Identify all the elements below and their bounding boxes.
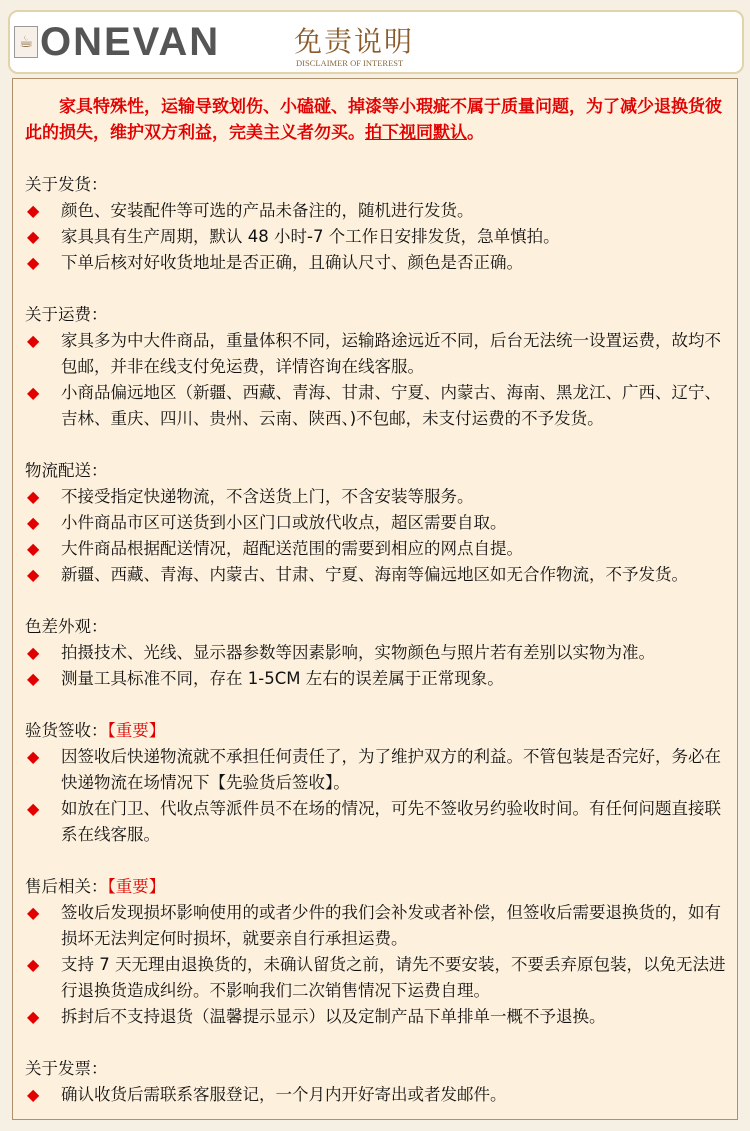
red-diamond-bullet-icon: ◆ <box>27 565 40 584</box>
intro-warning <box>25 94 733 146</box>
list-item <box>25 536 733 562</box>
list-item-text: 家具多为中大件商品，重量体积不同，运输路途远近不同，后台无法统一设置运费，故均不包邮，并非在线支付免运费，详情咨询在线客服。 <box>61 331 721 376</box>
list-item-text: 下单后核对好收货地址是否正确，且确认尺寸、颜色是否正确。 <box>61 253 523 272</box>
section-title-text: 色差外观： <box>25 617 108 636</box>
section-title-text: 售后相关： <box>25 877 108 896</box>
section <box>25 302 733 432</box>
important-tag: 【重要】 <box>107 877 166 896</box>
section-title-text: 验货签收： <box>25 721 108 740</box>
list-item-text: 新疆、西藏、青海、内蒙古、甘肃、宁夏、海南等偏远地区如无合作物流，不予发货。 <box>61 565 688 584</box>
list-item-text: 家具具有生产周期，默认 48 小时-7 个工作日安排发货，急单慎拍。 <box>61 227 560 246</box>
list-item <box>25 1082 733 1108</box>
list-item <box>25 744 733 796</box>
page-title: 免责说明 <box>294 25 415 58</box>
section-title <box>25 458 733 484</box>
intro-end: 。 <box>467 123 484 143</box>
intro-text: 家具特殊性，运输导致划伤、小磕碰、掉漆等小瑕疵不属于质量问题，为了减少退换货彼此的损失，维护双方利益，完美主义者勿买。 <box>25 97 722 143</box>
list-item <box>25 484 733 510</box>
red-diamond-bullet-icon: ◆ <box>27 799 40 818</box>
section-title <box>25 302 733 328</box>
list-item-text: 拆封后不支持退货（温馨提示显示）以及定制产品下单排单一概不予退换。 <box>61 1007 606 1026</box>
list-item-text: 颜色、安装配件等可选的产品未备注的，随机进行发货。 <box>61 201 474 220</box>
red-diamond-bullet-icon: ◆ <box>27 747 40 766</box>
section-title <box>25 1056 733 1082</box>
red-diamond-bullet-icon: ◆ <box>27 487 40 506</box>
list-item-text: 拍摄技术、光线、显示器参数等因素影响，实物颜色与照片若有差别以实物为准。 <box>61 643 655 662</box>
section-title-text: 关于运费： <box>25 305 108 324</box>
section-title-text: 关于发货： <box>25 175 108 194</box>
list-item <box>25 224 733 250</box>
section-title <box>25 172 733 198</box>
red-diamond-bullet-icon: ◆ <box>27 1007 40 1026</box>
important-tag: 【重要】 <box>107 721 166 740</box>
red-diamond-bullet-icon: ◆ <box>27 955 40 974</box>
red-diamond-bullet-icon: ◆ <box>27 669 40 688</box>
section-title-text: 物流配送： <box>25 461 108 480</box>
red-diamond-bullet-icon: ◆ <box>27 201 40 220</box>
red-diamond-bullet-icon: ◆ <box>27 643 40 662</box>
section-title <box>25 874 733 900</box>
red-diamond-bullet-icon: ◆ <box>27 539 40 558</box>
list-item-text: 测量工具标准不同，存在 1-5CM 左右的误差属于正常现象。 <box>61 669 504 688</box>
section <box>25 172 733 276</box>
red-diamond-bullet-icon: ◆ <box>27 1085 40 1104</box>
red-diamond-bullet-icon: ◆ <box>27 513 40 532</box>
tea-cup-icon: ☕ <box>14 26 38 58</box>
section <box>25 614 733 692</box>
section-title <box>25 718 733 744</box>
section <box>25 718 733 848</box>
list-item <box>25 510 733 536</box>
list-item <box>25 640 733 666</box>
list-item-text: 签收后发现损坏影响使用的或者少件的我们会补发或者补偿，但签收后需要退换货的，如有损坏无法判定何时损坏，就要亲自行承担运费。 <box>61 903 721 948</box>
list-item-text: 如放在门卫、代收点等派件员不在场的情况，可先不签收另约验收时间。有任何问题直接联系在线客服。 <box>61 799 721 844</box>
red-diamond-bullet-icon: ◆ <box>27 253 40 272</box>
section-title <box>25 614 733 640</box>
list-item <box>25 952 733 1004</box>
list-item <box>25 328 733 380</box>
list-item <box>25 796 733 848</box>
list-item <box>25 562 733 588</box>
red-diamond-bullet-icon: ◆ <box>27 383 40 402</box>
list-item <box>25 250 733 276</box>
header-banner <box>8 10 744 74</box>
list-item <box>25 380 733 432</box>
disclaimer-content <box>25 94 733 1108</box>
page-subtitle: DISCLAIMER OF INTEREST <box>296 58 404 68</box>
list-item <box>25 666 733 692</box>
section <box>25 1056 733 1108</box>
red-diamond-bullet-icon: ◆ <box>27 903 40 922</box>
list-item-text: 小商品偏远地区（新疆、西藏、青海、甘肃、宁夏、内蒙古、海南、黑龙江、广西、辽宁、吉林、重庆、四川、贵州、云南、陕西、)不包邮，未支付运费的不予发货。 <box>61 383 721 428</box>
list-item <box>25 198 733 224</box>
list-item-text: 不接受指定快递物流，不含送货上门，不含安装等服务。 <box>61 487 474 506</box>
red-diamond-bullet-icon: ◆ <box>27 227 40 246</box>
section <box>25 874 733 1030</box>
section-title-text: 关于发票： <box>25 1059 108 1078</box>
list-item-text: 大件商品根据配送情况，超配送范围的需要到相应的网点自提。 <box>61 539 523 558</box>
red-diamond-bullet-icon: ◆ <box>27 331 40 350</box>
list-item <box>25 1004 733 1030</box>
list-item-text: 因签收后快递物流就不承担任何责任了，为了维护双方的利益。不管包装是否完好，务必在快递物流在场情况下【先验货后签收】。 <box>61 747 721 792</box>
brand-logo: ONEVAN <box>40 20 221 64</box>
disclaimer-panel <box>12 78 738 1120</box>
list-item-text: 确认收货后需联系客服登记，一个月内开好寄出或者发邮件。 <box>61 1085 507 1104</box>
intro-underlined: 拍下视同默认 <box>365 123 467 143</box>
list-item <box>25 900 733 952</box>
list-item-text: 支持 7 天无理由退换货的，未确认留货之前，请先不要安装，不要丢弃原包装，以免无法进行退换货造成纠纷。不影响我们二次销售情况下运费自理。 <box>61 955 726 1000</box>
list-item-text: 小件商品市区可送货到小区门口或放代收点，超区需要自取。 <box>61 513 507 532</box>
section <box>25 458 733 588</box>
